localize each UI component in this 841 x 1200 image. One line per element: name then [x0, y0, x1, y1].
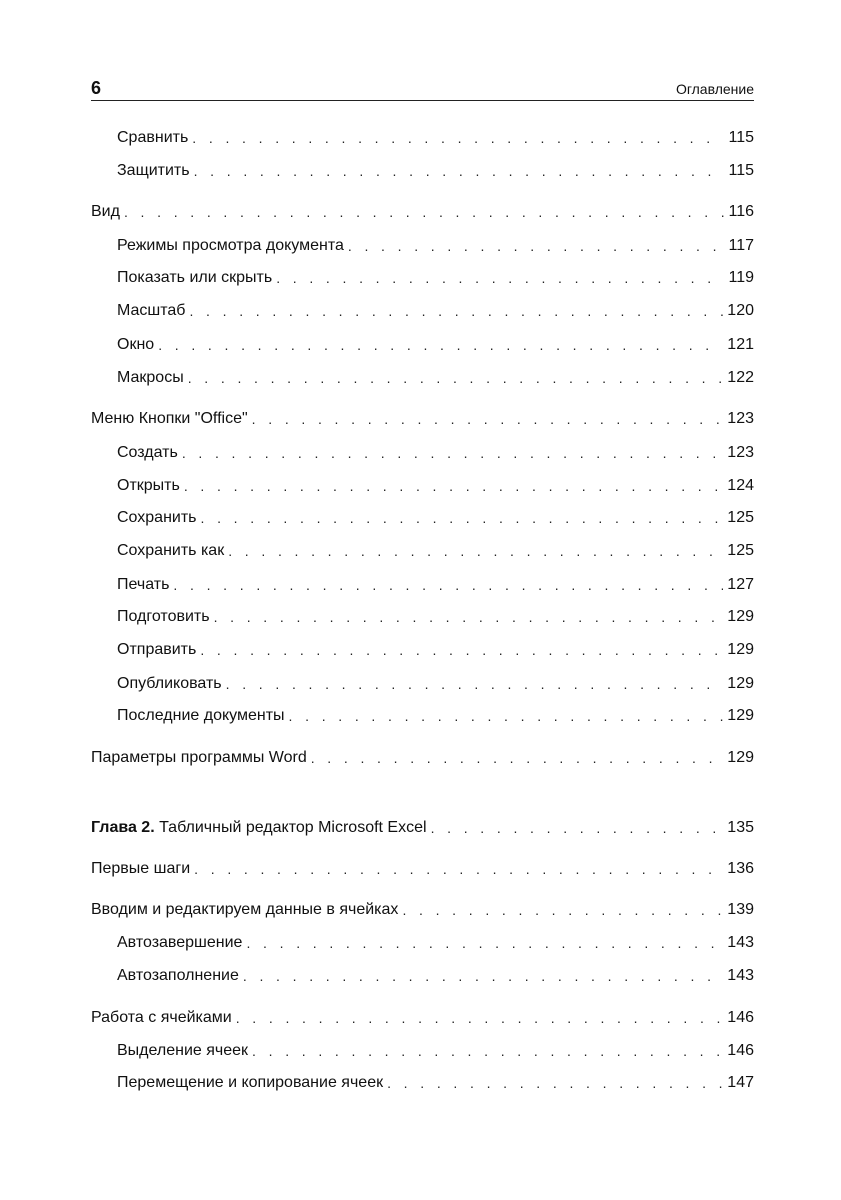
toc-entry[interactable]: [117, 366, 754, 388]
toc-entry[interactable]: [91, 407, 754, 429]
toc-entry-page: 136: [727, 860, 754, 877]
dot-leader: [276, 268, 724, 288]
toc-entry[interactable]: [117, 672, 754, 694]
toc-entry-page: 143: [727, 967, 754, 984]
toc-entry[interactable]: [117, 605, 754, 627]
dot-leader: [311, 748, 724, 768]
dot-leader: [194, 859, 723, 879]
toc-entry[interactable]: [117, 266, 754, 288]
dot-leader: [226, 674, 724, 694]
toc-entry[interactable]: [91, 746, 754, 768]
running-title: Оглавление: [675, 81, 754, 97]
toc-entry-title: Открыть: [117, 477, 180, 494]
toc-entry-page: 129: [727, 608, 754, 625]
toc-entry-title: Сохранить: [117, 509, 197, 526]
toc-entry[interactable]: [117, 474, 754, 496]
chapter-title: Табличный редактор Microsoft Excel: [159, 819, 427, 836]
toc-entry-page: 122: [727, 369, 754, 386]
page-number: 6: [91, 78, 102, 98]
toc-entry[interactable]: [91, 200, 754, 222]
dot-leader: [243, 966, 723, 986]
toc-entry-page: 124: [727, 477, 754, 494]
toc-entry-page: 116: [728, 203, 754, 220]
dot-leader: [124, 202, 725, 222]
dot-leader: [402, 900, 723, 920]
dot-leader: [252, 1041, 723, 1061]
toc-entry-page: 127: [727, 576, 754, 593]
toc-entry[interactable]: [117, 506, 754, 528]
toc-entry-page: 125: [727, 509, 754, 526]
toc-entry-page: 123: [727, 444, 754, 461]
toc-entry-page: 143: [727, 934, 754, 951]
toc-entry-page: 139: [727, 901, 754, 918]
toc-entry-page: 123: [727, 410, 754, 427]
toc-entry[interactable]: [117, 539, 754, 561]
dot-leader: [200, 640, 723, 660]
toc-entry-page: 125: [727, 542, 754, 559]
toc-chapter-entry[interactable]: [91, 816, 754, 838]
dot-leader: [173, 575, 723, 595]
toc-entry-page: 121: [727, 336, 754, 353]
toc-entry-title: Работа с ячейками: [91, 1009, 232, 1026]
dot-leader: [214, 607, 724, 627]
toc-entry[interactable]: [117, 1039, 754, 1061]
toc-entry[interactable]: [117, 638, 754, 660]
toc-entry[interactable]: [117, 299, 754, 321]
toc-entry-page: 129: [727, 707, 754, 724]
toc-entry-title: Отправить: [117, 641, 197, 658]
toc-entry[interactable]: [117, 234, 754, 256]
toc-entry-page: 115: [728, 162, 754, 179]
dot-leader: [387, 1073, 723, 1093]
toc-entry[interactable]: [117, 573, 754, 595]
toc-entry[interactable]: [117, 931, 754, 953]
toc-entry-page: 147: [727, 1074, 754, 1091]
toc-entry-title: Печать: [117, 576, 170, 593]
toc-entry[interactable]: [117, 126, 754, 148]
dot-leader: [188, 368, 724, 388]
toc-entry-page: 135: [727, 819, 754, 836]
toc-entry-title: Подготовить: [117, 608, 210, 625]
toc-entry[interactable]: [117, 333, 754, 355]
toc-entry[interactable]: [91, 898, 754, 920]
toc-entry-title: Создать: [117, 444, 178, 461]
toc-entry-title: Последние документы: [117, 707, 285, 724]
toc-entry-page: 115: [728, 129, 754, 146]
toc-entry-title: Опубликовать: [117, 675, 222, 692]
toc-entry-page: 146: [727, 1042, 754, 1059]
toc-entry-title: Масштаб: [117, 302, 186, 319]
toc-entry-page: 129: [727, 749, 754, 766]
toc-entry[interactable]: [117, 964, 754, 986]
toc-entry-title: Сравнить: [117, 129, 189, 146]
toc-entry-title: Вид: [91, 203, 120, 220]
dot-leader: [201, 508, 724, 528]
dot-leader: [289, 706, 724, 726]
toc-entry-title: Перемещение и копирование ячеек: [117, 1074, 384, 1091]
dot-leader: [246, 933, 723, 953]
toc-entry-page: 146: [727, 1009, 754, 1026]
toc-entry[interactable]: [91, 1006, 754, 1028]
toc-entry-title: Выделение ячеек: [117, 1042, 249, 1059]
toc-entry-title: Параметры программы Word: [91, 749, 307, 766]
toc-entry-page: 117: [728, 237, 754, 254]
page-header: [91, 78, 754, 101]
dot-leader: [348, 236, 725, 256]
toc-entry-title: Вводим и редактируем данные в ячейках: [91, 901, 399, 918]
toc-entry-title: Автозаполнение: [117, 967, 239, 984]
toc-entry-page: 120: [727, 302, 754, 319]
toc-entry-title: Автозавершение: [117, 934, 243, 951]
toc-entry-title: Первые шаги: [91, 860, 191, 877]
dot-leader: [192, 128, 724, 148]
toc-entry[interactable]: [117, 159, 754, 181]
toc-entry[interactable]: [91, 857, 754, 879]
dot-leader: [194, 161, 725, 181]
toc-entry[interactable]: [117, 1071, 754, 1093]
toc-entry-title: Окно: [117, 336, 155, 353]
toc-entry-title: Меню Кнопки "Office": [91, 410, 248, 427]
toc-entry-title: [91, 818, 427, 838]
toc-entry-page: 129: [727, 641, 754, 658]
dot-leader: [189, 301, 723, 321]
toc-entry-title: Защитить: [117, 162, 190, 179]
toc-entry[interactable]: [117, 441, 754, 463]
dot-leader: [158, 335, 723, 355]
toc-entry-title: Показать или скрыть: [117, 269, 273, 286]
dot-leader: [431, 818, 724, 838]
toc-entry-title: Режимы просмотра документа: [117, 237, 344, 254]
dot-leader: [236, 1008, 724, 1028]
toc-entry[interactable]: [117, 704, 754, 726]
toc-entry-page: 129: [727, 675, 754, 692]
toc-entry-page: 119: [728, 269, 754, 286]
dot-leader: [182, 443, 723, 463]
dot-leader: [184, 476, 723, 496]
toc-entry-title: Сохранить как: [117, 542, 225, 559]
chapter-label: Глава 2.: [91, 819, 155, 836]
dot-leader: [228, 541, 723, 561]
dot-leader: [252, 409, 724, 429]
toc-entry-title: Макросы: [117, 369, 184, 386]
